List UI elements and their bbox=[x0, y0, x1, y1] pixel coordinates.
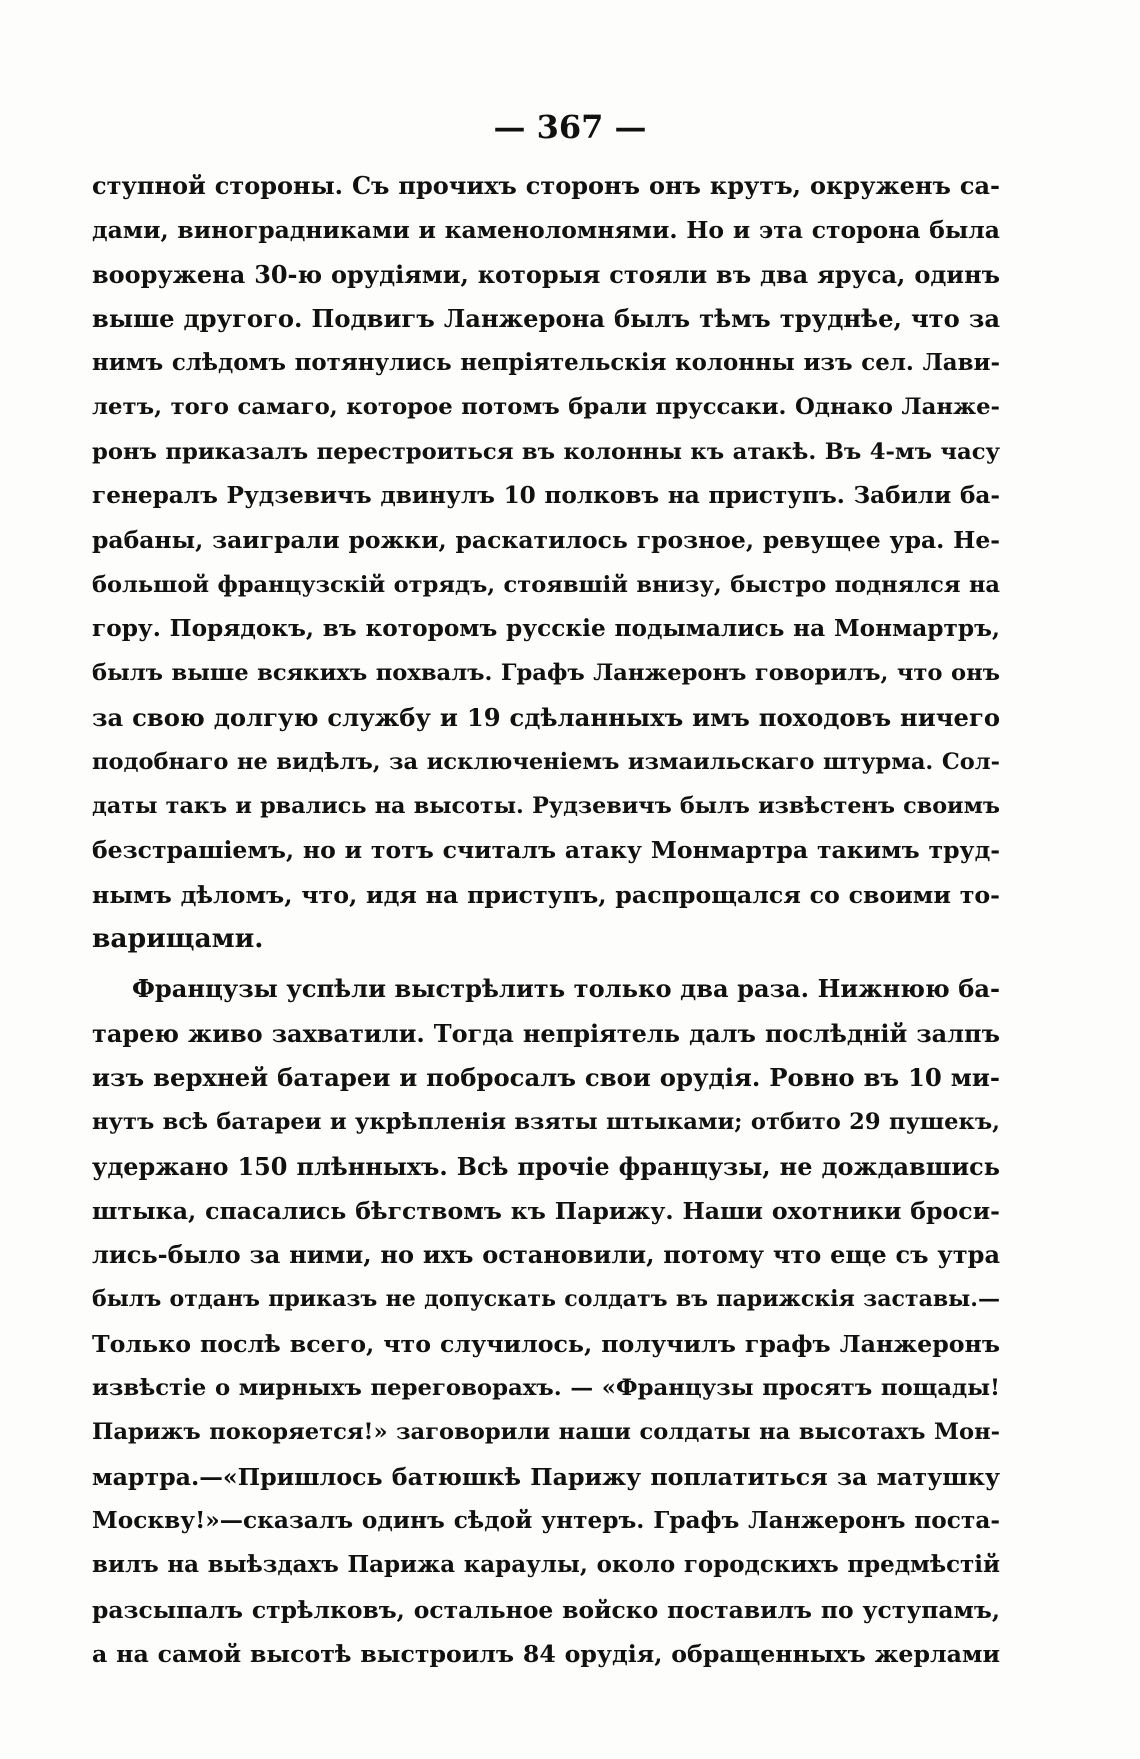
text-line: большой французскій отрядъ, стоявшій внизу, быстро поднялся на bbox=[92, 571, 1000, 598]
text-line: мартра.—«Пришлось батюшкѣ Парижу поплатиться за матушку bbox=[92, 1462, 1000, 1491]
text-line: генералъ Рудзевичъ двинулъ 10 полковъ на приступъ. Забили ба- bbox=[92, 482, 1000, 510]
paragraph-2 bbox=[92, 967, 1000, 1676]
text-line: даты такъ и рвались на высоты. Рудзевичъ былъ извѣстенъ своимъ bbox=[92, 793, 1000, 820]
body-text bbox=[92, 164, 1000, 1676]
text-line: варищами. bbox=[92, 923, 264, 955]
text-line: Французы успѣли выстрѣлить только два раза. Нижнюю ба- bbox=[132, 974, 1000, 1004]
text-line: нимъ слѣдомъ потянулись непріятельскія колонны изъ сел. Лави- bbox=[92, 350, 1000, 377]
text-line: безстрашіемъ, но и тотъ считалъ атаку Монмартра такимъ труд- bbox=[92, 836, 1000, 865]
page-number: — 367 — bbox=[493, 108, 647, 146]
text-line: дами, виноградниками и каменоломнями. Но и эта сторона была bbox=[92, 216, 1000, 245]
text-line: выше другого. Подвигъ Ланжерона былъ тѣмъ труднѣе, что за bbox=[92, 303, 1000, 333]
text-line: ступной стороны. Съ прочихъ сторонъ онъ крутъ, окруженъ са- bbox=[92, 171, 1000, 200]
text-line: рабаны, заиграли рожки, раскатилось грозное, ревущее ура. Не- bbox=[92, 526, 1000, 555]
text-line: извѣстіе о мирныхъ переговорахъ. — «Французы просятъ пощады! bbox=[92, 1375, 1000, 1402]
text-line: вооружена 30-ю орудіями, которыя стояли въ два яруса, одинъ bbox=[92, 259, 1000, 289]
text-line: штыка, спасались бѣгствомъ къ Парижу. Наши охотники броси- bbox=[92, 1196, 1000, 1225]
text-line: летъ, того самаго, которое потомъ брали пруссаки. Однако Ланже- bbox=[92, 394, 1000, 421]
text-line: гору. Порядокъ, въ которомъ русскіе подымались на Монмартръ, bbox=[92, 614, 1000, 642]
text-line: удержано 150 плѣнныхъ. Всѣ прочіе французы, не дождавшись bbox=[92, 1152, 1000, 1181]
text-line: былъ выше всякихъ похвалъ. Графъ Ланжеронъ говорилъ, что онъ bbox=[92, 660, 1000, 687]
text-line: за свою долгую службу и 19 сдѣланныхъ имъ походовъ ничего bbox=[92, 702, 1000, 732]
text-line: былъ отданъ приказъ не допускать солдатъ въ парижскія заставы.— bbox=[92, 1286, 1000, 1313]
text-line: ронъ приказалъ перестроиться въ колонны къ атакѣ. Въ 4-мъ часу bbox=[92, 438, 1000, 465]
text-line: нутъ всѣ батареи и укрѣпленія взяты штыками; отбито 29 пушекъ, bbox=[92, 1109, 1000, 1136]
text-line: разсыпалъ стрѣлковъ, остальное войско поставилъ по уступамъ, bbox=[92, 1595, 1000, 1624]
text-line: изъ верхней батареи и побросалъ свои орудія. Ровно въ 10 ми- bbox=[92, 1062, 1000, 1092]
text-line: подобнаго не видѣлъ, за исключеніемъ измаильскаго штурма. Сол- bbox=[92, 748, 1000, 775]
text-line: Москву!»—сказалъ одинъ сѣдой унтеръ. Графъ Ланжеронъ поста- bbox=[92, 1506, 1000, 1534]
text-line: тарею живо захватили. Тогда непріятель далъ послѣдній залпъ bbox=[92, 1018, 1000, 1048]
text-line: Парижъ покоряется!» заговорили наши солдаты на высотахъ Мон- bbox=[92, 1419, 1000, 1446]
text-line: вилъ на выѣздахъ Парижа караулы, около городскихъ предмѣстій bbox=[92, 1551, 1000, 1579]
text-line: а на самой высотѣ выстроилъ 84 орудія, обращенныхъ жерлами bbox=[92, 1639, 1000, 1668]
text-line: нымъ дѣломъ, что, идя на приступъ, распрощался со своими то- bbox=[92, 880, 1000, 909]
text-line: лись-было за ними, но ихъ остановили, потому что еще съ утра bbox=[92, 1240, 1000, 1270]
paragraph-1 bbox=[92, 164, 1000, 961]
text-line: Только послѣ всего, что случилось, получилъ графъ Ланжеронъ bbox=[92, 1329, 1000, 1358]
